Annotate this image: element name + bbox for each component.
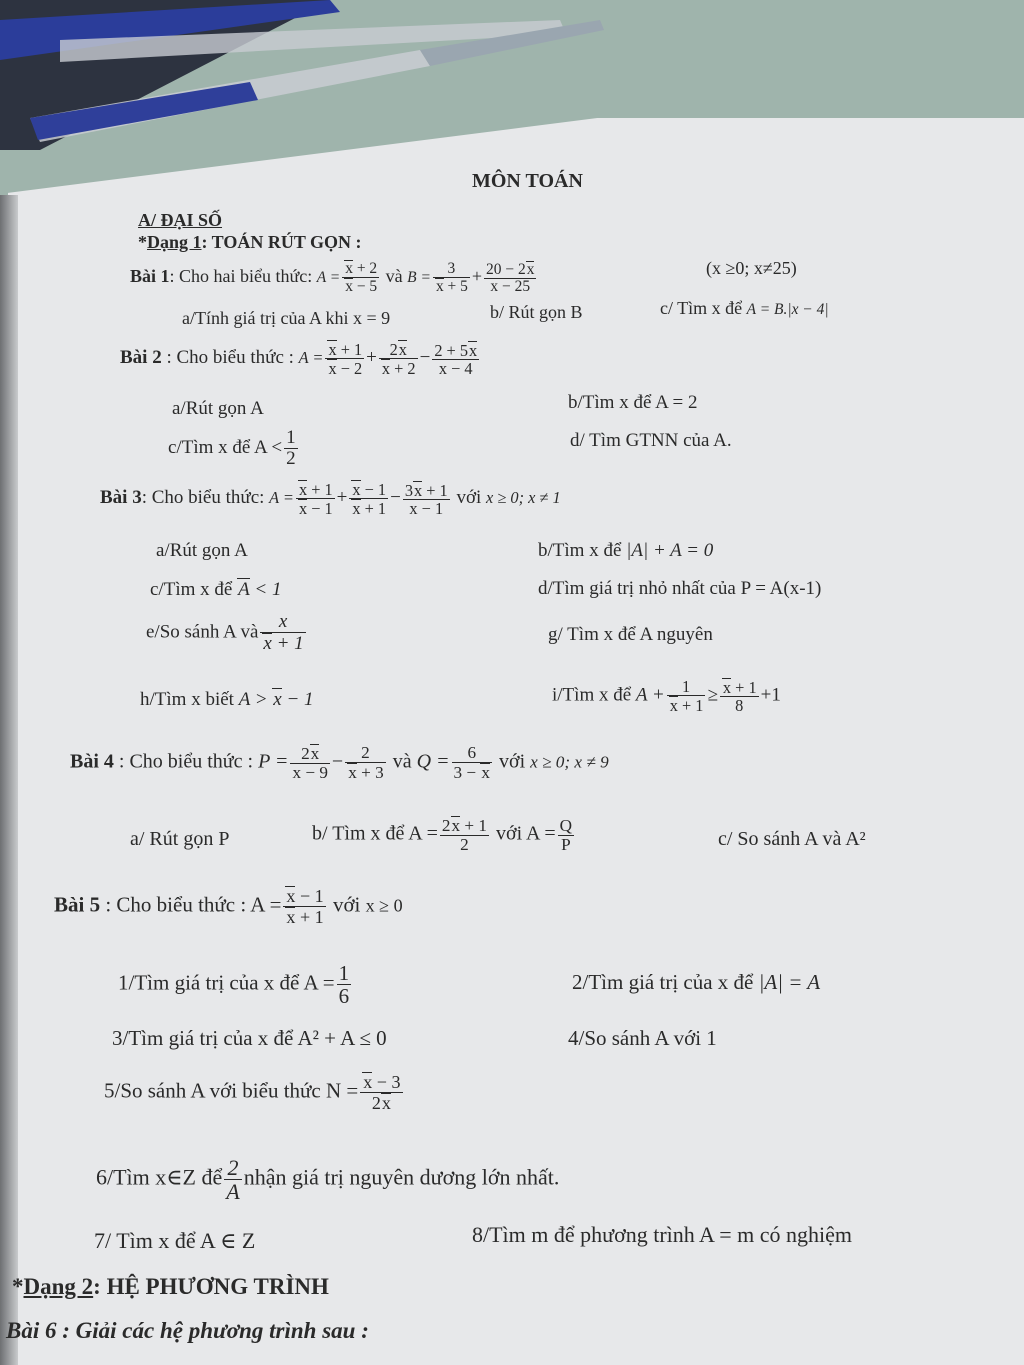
bai2-statement: Bài 2 : Cho biểu thức : A = $\frac{x + 1}{x - 2}$ + $\frac{2x}{x + 2}$ − $\frac{2 + 5x}{x - 4}$ [120, 340, 478, 379]
bai2-part-c: c/Tìm x để A < $\frac{1}{2}$ [168, 427, 296, 469]
bai3-part-b: b/Tìm x để |A| + A = 0 [538, 540, 714, 561]
bai1-part-c: c/ Tìm x để A = B.|x − 4| [660, 298, 829, 318]
bai6-heading: Bài 6 : Giải các hệ phương trình sau : [6, 1318, 369, 1343]
bai3-statement: Bài 3: Cho biểu thức: A = $\frac{x + 1}{x - 1}$ + $\frac{x - 1}{x + 1}$ − $\frac{3x + 1}{x - 1}$ với x ≥ 0; x ≠ 1 [100, 480, 561, 519]
bai3-part-i: i/Tìm x để A + $\frac{1}{x + 1}$ ≥ $\frac{x + 1}{8}$ +1 [552, 677, 781, 716]
dang1-heading: *Dạng 1: TOÁN RÚT GỌN : [138, 232, 362, 252]
bai2-part-d: d/ Tìm GTNN của A. [570, 430, 732, 451]
bai5-statement: Bài 5 : Cho biểu thức : A = $\frac{x - 1}{x + 1}$ với x ≥ 0 [54, 886, 403, 927]
bai3-part-e: e/So sánh A và $\frac{x}{x + 1}$ [146, 611, 304, 654]
bai5-q3: 3/Tìm giá trị của x để A² + A ≤ 0 [112, 1026, 387, 1050]
bai4-statement: Bài 4 : Cho biểu thức : P = $\frac{2x}{x - 9}$ − $\frac{2}{x + 3}$ và Q = $\frac{6}{3 - x}$ với x ≥ 0; x ≠ 9 [70, 743, 609, 783]
page-title: MÔN TOÁN [472, 170, 583, 192]
bai5-q1: 1/Tìm giá trị của x để A = $\frac{1}{6}$ [118, 961, 350, 1009]
bai5-q8: 8/Tìm m để phương trình A = m có nghiệm [472, 1222, 852, 1247]
bai1-statement: Bài 1: Cho hai biểu thức: A = $\frac{x + 2}{x - 5}$ và B = $\frac{3}{x + 5}$ + $\frac{20 - 2x}{x - 25}$ [130, 259, 535, 296]
bai4-part-c: c/ So sánh A và A² [718, 828, 866, 850]
bai5-q6: 6/Tìm x∈Z để $\frac{2}{A}$ nhận giá trị nguyên dương lớn nhất. [96, 1155, 560, 1205]
bai4-part-a: a/ Rút gọn P [130, 828, 230, 850]
bai3-part-h: h/Tìm x biết A > x − 1 [140, 689, 314, 710]
bai3-part-g: g/ Tìm x để A nguyên [548, 624, 713, 645]
bai3-part-a: a/Rút gọn A [156, 540, 248, 561]
bai5-q2: 2/Tìm giá trị của x để |A| = A [572, 970, 821, 994]
bai1-part-b: b/ Rút gọn B [490, 302, 583, 322]
bai2-part-a: a/Rút gọn A [172, 398, 264, 419]
paper-edge-shadow [0, 195, 18, 1365]
bai3-part-d: d/Tìm giá trị nhỏ nhất của P = A(x-1) [538, 578, 822, 599]
bai4-part-b: b/ Tìm x để A = $\frac{2x + 1}{2}$ với A = $\frac{Q}{P}$ [312, 815, 573, 855]
bai5-q7: 7/ Tìm x để A ∈ Z [94, 1228, 256, 1253]
bai1-part-a: a/Tính giá trị của A khi x = 9 [182, 308, 391, 328]
bai5-q5: 5/So sánh A với biểu thức N = $\frac{x - 3}{2x}$ [104, 1072, 401, 1113]
bai1-condition: (x ≥0; x≠25) [706, 258, 797, 278]
bai5-q4: 4/So sánh A với 1 [568, 1026, 717, 1050]
section-heading: A/ ĐẠI SỐ [138, 210, 223, 230]
bai2-part-b: b/Tìm x để A = 2 [568, 392, 698, 413]
dang2-heading: *Dạng 2: HỆ PHƯƠNG TRÌNH [12, 1274, 329, 1299]
bai3-part-c: c/Tìm x để A < 1 [150, 579, 282, 600]
